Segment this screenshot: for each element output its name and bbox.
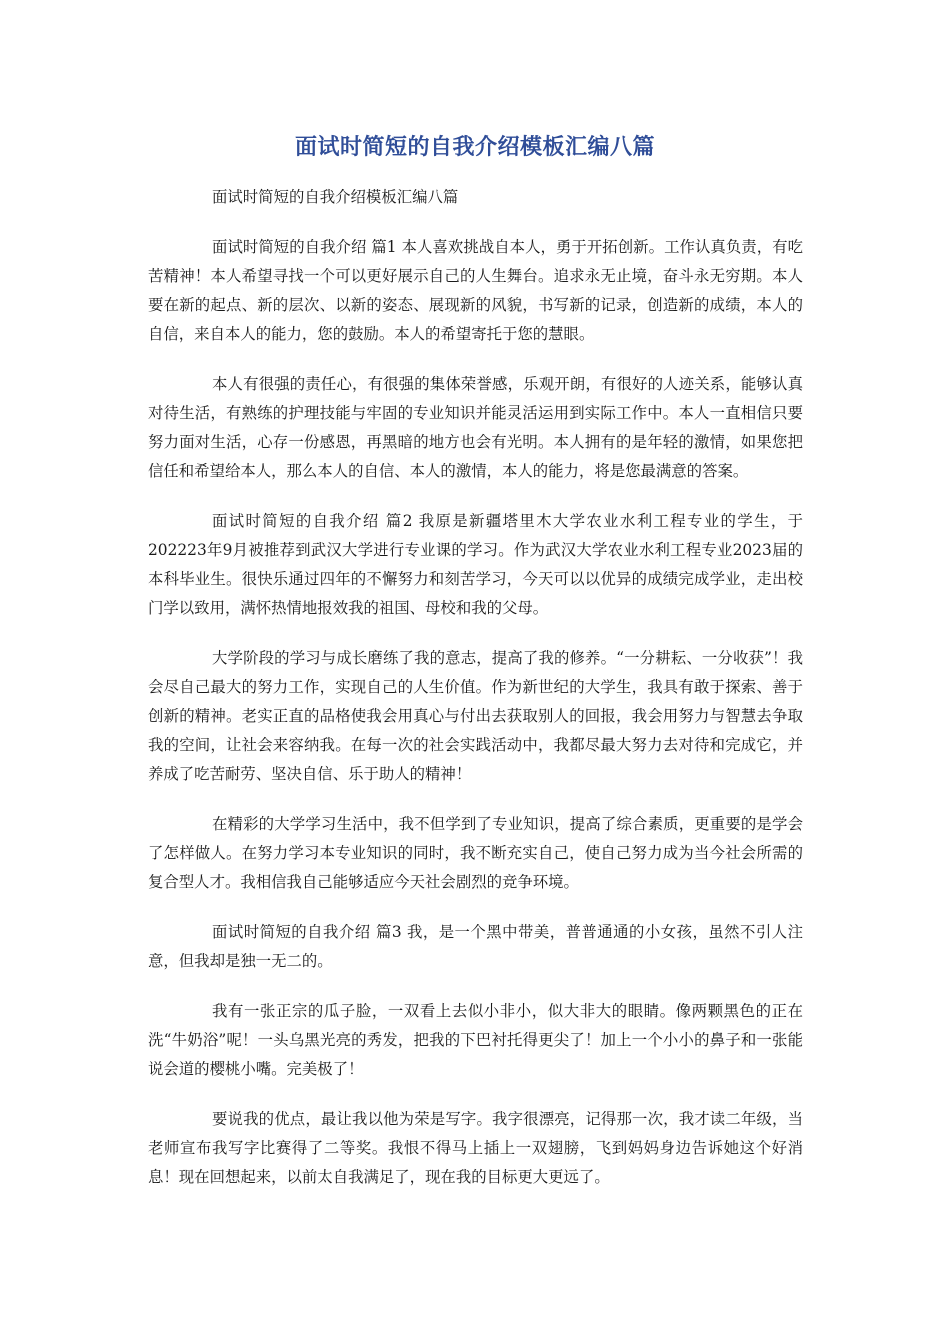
paragraph-1: 面试时简短的自我介绍 篇1 本人喜欢挑战自本人，勇于开拓创新。工作认真负责，有吃苦精神！本人希望寻找一个可以更好展示自己的人生舞台。追求永无止境，奋斗永无穷期。本人要在新的起点、新的层次、以新的姿态、展现新的风貌，书写新的记录，创造新的成绩，本人的自信，来自本人的能力，您的鼓励。本人的希望寄托于您的慧眼。 [148, 238, 803, 343]
paragraph-6: 面试时简短的自我介绍 篇3 我，是一个黑中带美，普普通通的小女孩，虽然不引人注意，但我却是独一无二的。 [148, 923, 803, 970]
paragraph-8: 要说我的优点，最让我以他为荣是写字。我字很漂亮，记得那一次，我才读二年级，当老师宣布我写字比赛得了二等奖。我恨不得马上插上一双翅膀，飞到妈妈身边告诉她这个好消息！现在回想起来，以前太自我满足了，现在我的目标更大更远了。 [148, 1110, 803, 1186]
document-body [148, 183, 803, 1213]
paragraph-2: 本人有很强的责任心，有很强的集体荣誉感，乐观开朗，有很好的人迹关系，能够认真对待生活，有熟练的护理技能与牢固的专业知识并能灵活运用到实际工作中。本人一直相信只要努力面对生活，心存一份感恩，再黑暗的地方也会有光明。本人拥有的是年轻的激情，如果您把信任和希望给本人，那么本人的自信、本人的激情，本人的能力，将是您最满意的答案。 [148, 375, 803, 480]
paragraph-4: 大学阶段的学习与成长磨练了我的意志，提高了我的修养。“一分耕耘、一分收获”！我会尽自己最大的努力工作，实现自己的人生价值。作为新世纪的大学生，我具有敢于探索、善于创新的精神。老实正直的品格使我会用真心与付出去获取别人的回报，我会用努力与智慧去争取我的空间，让社会来容纳我。在每一次的社会实践活动中，我都尽最大努力去对待和完成它，并养成了吃苦耐劳、坚决自信、乐于助人的精神！ [148, 649, 803, 783]
document-title: 面试时简短的自我介绍模板汇编八篇 [294, 135, 655, 160]
paragraph-7: 我有一张正宗的瓜子脸，一双看上去似小非小，似大非大的眼睛。像两颗黑色的正在洗“牛奶浴”呢！一头乌黑光亮的秀发，把我的下巴衬托得更尖了！加上一个小小的鼻子和一张能说会道的樱桃小嘴。完美极了！ [148, 1002, 803, 1078]
paragraph-5: 在精彩的大学学习生活中，我不但学到了专业知识，提高了综合素质，更重要的是学会了怎样做人。在努力学习本专业知识的同时，我不断充实自己，使自己努力成为当今社会所需的复合型人才。我相信我自己能够适应今天社会剧烈的竞争环境。 [148, 815, 803, 891]
paragraph-subtitle: 面试时简短的自我介绍模板汇编八篇 [212, 188, 459, 206]
paragraph-3: 面试时简短的自我介绍 篇2 我原是新疆塔里木大学农业水利工程专业的学生，于202223年9月被推荐到武汉大学进行专业课的学习。作为武汉大学农业水利工程专业2023届的本科毕业生。很快乐通过四年的不懈努力和刻苦学习，今天可以以优异的成绩完成学业，走出校门学以致用，满怀热情地报效我的祖国、母校和我的父母。 [148, 512, 803, 617]
